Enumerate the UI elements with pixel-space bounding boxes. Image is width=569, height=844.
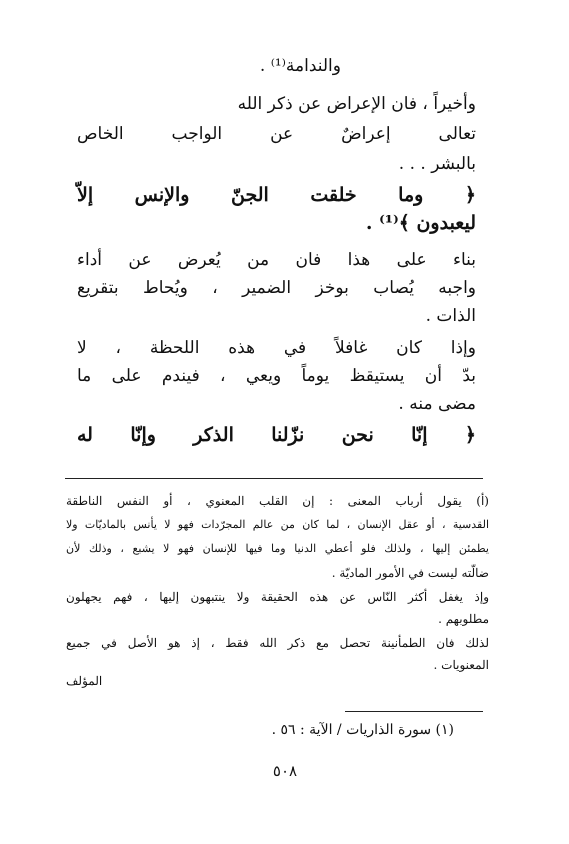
author-signature: المؤلف <box>66 674 103 688</box>
footnote-line: المعنويات . <box>433 658 489 672</box>
verse-line: ليعبدون ﴾⁽¹⁾ . <box>365 212 476 234</box>
verse-line: ﴿ إنّا نحن نزّلنا الذكر وإنّا له <box>77 424 476 446</box>
verse-reference: (١) سورة الذاريات / الآية : ٥٦ . <box>271 722 454 738</box>
body-line: الذات . <box>425 306 476 326</box>
body-line: تعالى إعراضٌ عن الواجب الخاص <box>77 124 476 144</box>
footnote-line: لذلك فان الطمأنينة تحصل مع ذكر الله فقط ، إذ هو الأصل في جميع <box>66 636 489 650</box>
body-line: والندامة⁽¹⁾ . <box>259 56 341 76</box>
footnote-line: القدسية ، أو عقل الإنسان ، لما كان من عالم المجرّدات فهو لا يأنس بالماديّات ولا <box>66 518 489 531</box>
body-line: واجبه يُصاب بوخز الضمير ، ويُحاط بتقريع <box>77 278 476 298</box>
footnote-line: يطمئن إليها ، ولذلك فلو أعطي الدنيا وما فيها للإنسان فهو لا يشبع ، وذلك لأن <box>66 542 489 555</box>
footnote-line: (أ) يقول أرباب المعنى : إن القلب المعنوي ، أو النفس الناطقة <box>66 494 489 508</box>
body-line: وإذا كان غافلاً في هذه اللحظة ، لا <box>77 338 476 358</box>
reference-separator <box>345 711 483 712</box>
body-line: بدّ أن يستيقظ يوماً ويعي ، فيندم على ما <box>77 366 476 386</box>
page-number: ٥٠٨ <box>272 762 298 780</box>
body-line: مضى منه . <box>398 394 476 414</box>
body-line: بناء على هذا فان من يُعرض عن أداء <box>77 250 476 270</box>
footnote-line: وإذ يغفل أكثر النّاس عن هذه الحقيقة ولا ينتبهون إليها ، فهم يجهلون <box>66 590 489 604</box>
footnote-line: ضالّته ليست في الأمور الماديّة . <box>331 566 489 580</box>
body-line: بالبشر . . . <box>398 154 476 174</box>
verse-line: ﴿ وما خلقت الجنّ والإنس إلاّ <box>77 184 476 206</box>
footnote-separator <box>65 478 483 479</box>
footnote-line: مطلوبهم . <box>438 612 489 626</box>
body-line: وأخيراً ، فان الإعراض عن ذكر الله <box>237 94 476 114</box>
